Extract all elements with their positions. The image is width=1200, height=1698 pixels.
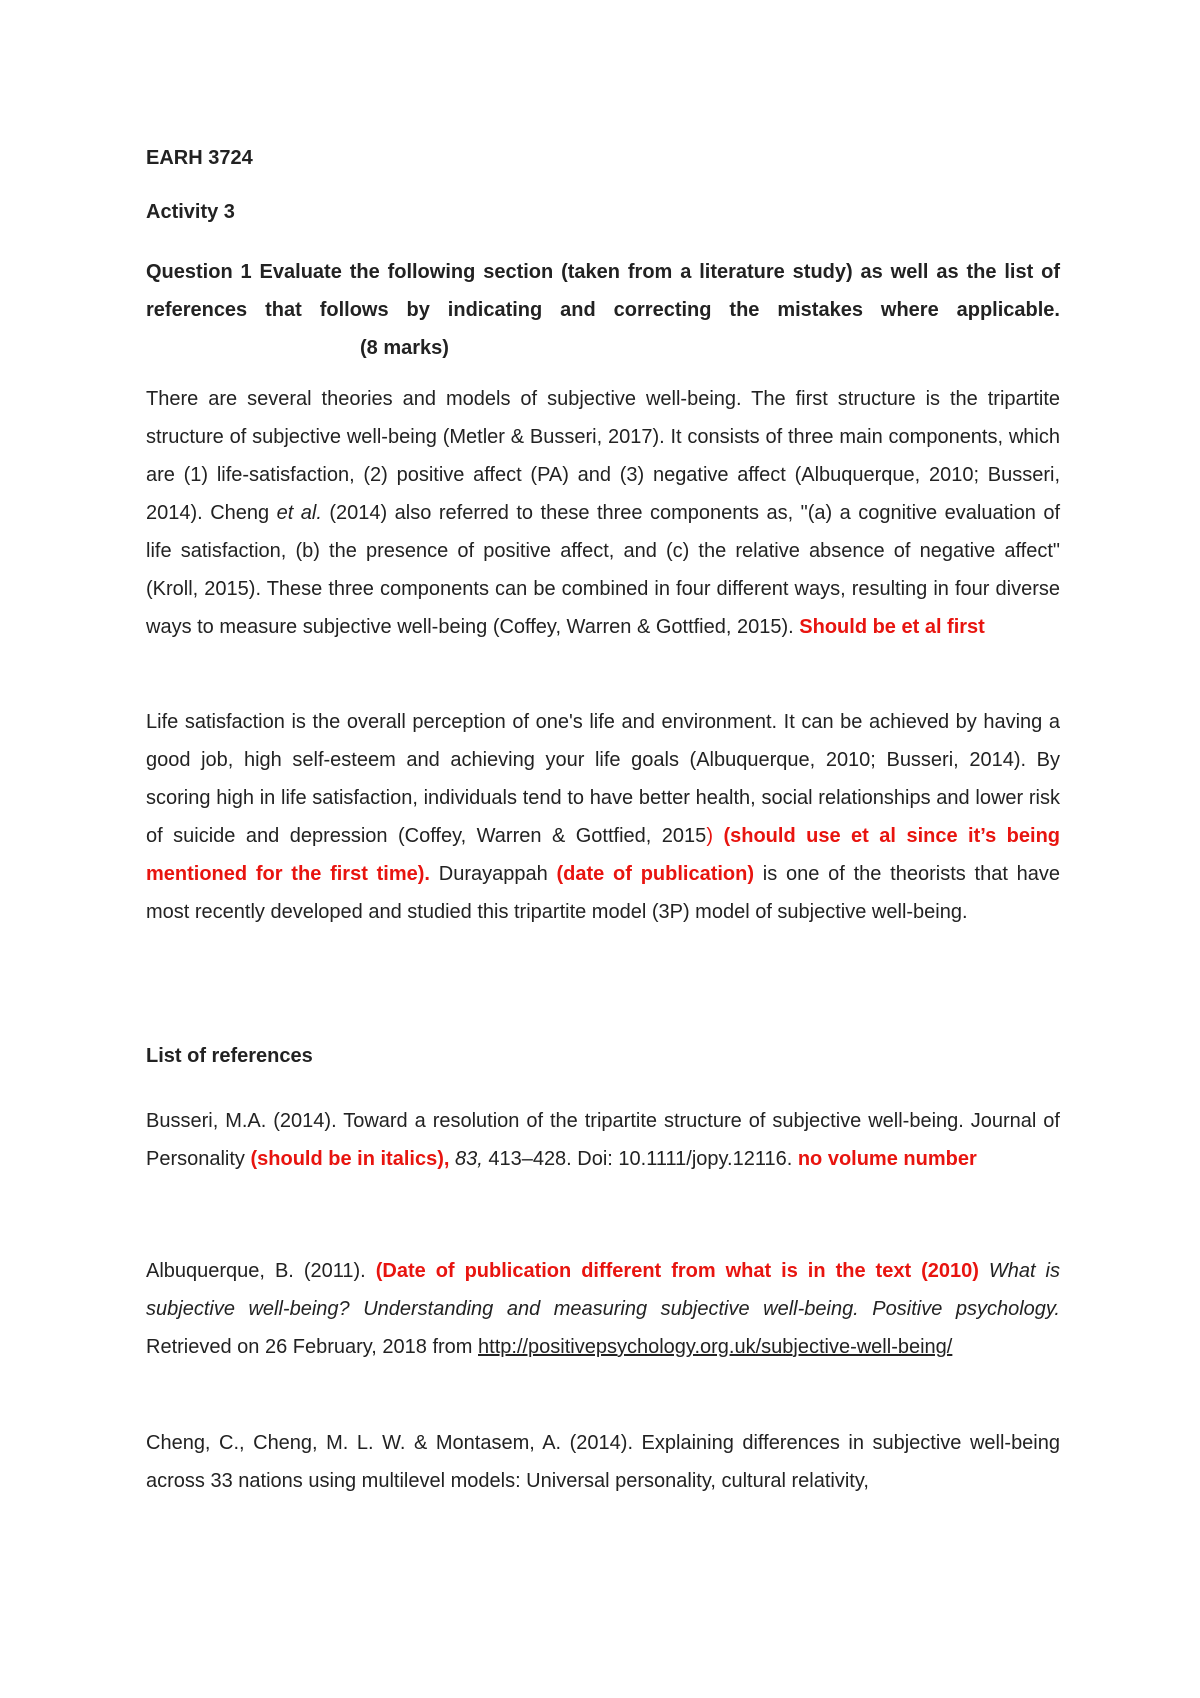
paragraph-1-etal: et al. xyxy=(276,502,322,524)
reference-cheng-text: Cheng, C., Cheng, M. L. W. & Montasem, A. (2014). Explaining differences in subjective well-being across 33 nations using multilevel models: Universal personality, cultural relativity, xyxy=(146,1432,1060,1492)
question-text: Question 1 Evaluate the following section (taken from a literature study) as well as the list of references that follows by indicating and correcting the mistakes where applicable. xyxy=(146,261,1060,321)
reference-busseri-volume: 83, xyxy=(449,1148,483,1170)
activity-title: Activity 3 xyxy=(146,201,235,223)
reference-busseri-annotation-1: (should be in italics), xyxy=(250,1148,450,1170)
reference-albuquerque xyxy=(146,1252,1060,1366)
paragraph-2-text-c: is one of the theorists that have most recently developed and studied this tripartite model (3P) model of subjective well-being. xyxy=(146,863,1061,923)
paragraph-2-text-a: Life satisfaction is the overall perception of one's life and environment. It can be achieved by having a good job, high self-esteem and achieving your life goals (Albuquerque, 2010; Busseri, 2014). By scoring high in life satisfaction, individuals tend to have better health, social relationships and lower risk of suicide and depression (Coffey, Warren & Gottfied, 2015 xyxy=(146,711,1060,847)
paragraph-1-text-b: (2014) also referred to these three components as, "(a) a cognitive evaluation of life satisfaction, (b) the presence of positive affect, and (c) the relative absence of negative affect" (Kroll, 2015). These three components can be combined in four different ways, resulting in four diverse ways to measure subjective well-being (Coffey, Warren & Gottfied, 2015). xyxy=(146,502,1060,638)
paragraph-2-text-b: Durayappah xyxy=(429,863,557,885)
question-1 xyxy=(146,253,1060,367)
paragraph-1-annotation: Should be et al first xyxy=(799,616,985,638)
reference-busseri-annotation-2: no volume number xyxy=(797,1148,977,1170)
question-marks: (8 marks) xyxy=(360,337,449,359)
paragraph-2-paren: ) xyxy=(706,825,713,847)
reference-cheng xyxy=(146,1424,1060,1500)
course-code: EARH 3724 xyxy=(146,147,253,169)
paragraph-2-annotation-2: (date of publication) xyxy=(556,863,755,885)
references-heading: List of references xyxy=(146,1045,313,1067)
paragraph-2-annotation-1: (should use et al since it’s being mentioned for the first time). xyxy=(146,825,1061,885)
paragraph-1 xyxy=(146,380,1060,646)
reference-albuquerque-text-a: Albuquerque, B. (2011). xyxy=(146,1260,376,1282)
reference-busseri xyxy=(146,1102,1060,1178)
paragraph-2 xyxy=(146,703,1060,931)
reference-albuquerque-title: What is subjective well-being? Understanding and measuring subjective well-being. Positive psychology. xyxy=(146,1260,1060,1320)
reference-albuquerque-text-b: Retrieved on 26 February, 2018 from xyxy=(146,1336,479,1358)
paragraph-1-text-a: There are several theories and models of subjective well-being. The first structure is the tripartite structure of subjective well-being (Metler & Busseri, 2017). It consists of three main components, which are (1) life-satisfaction, (2) positive affect (PA) and (3) negative affect (Albuquerque, 2010; Busseri, 2014). Cheng xyxy=(146,388,1060,524)
reference-albuquerque-annotation: (Date of publication different from what is in the text (2010) xyxy=(375,1260,979,1282)
reference-albuquerque-link[interactable]: http://positivepsychology.org.uk/subjective-well-being/ xyxy=(478,1336,953,1358)
reference-busseri-text-a: Busseri, M.A. (2014). Toward a resolution of the tripartite structure of subjective well-being. Journal of Personality xyxy=(146,1110,1060,1170)
reference-busseri-text-b: 413–428. Doi: 10.1111/jopy.12116. xyxy=(482,1148,798,1170)
